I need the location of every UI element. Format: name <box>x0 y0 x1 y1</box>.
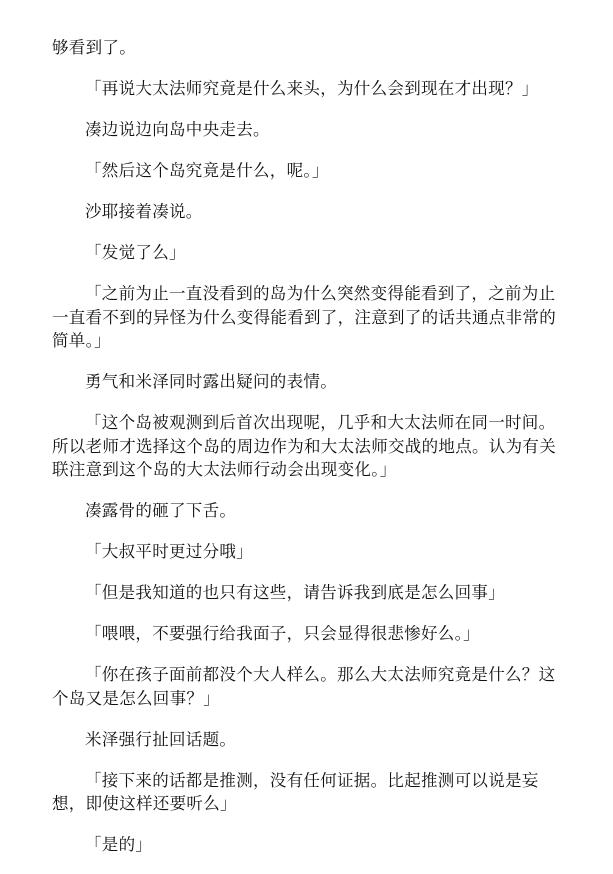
paragraph: 「这个岛被观测到后首次出现呢，几乎和大太法师在同一时间。所以老师才选择这个岛的周边作为和大太法师交战的地点。认为有关联注意到这个岛的大太法师行动会出现变化。」 <box>52 413 556 479</box>
paragraph: 米泽强行扯回话题。 <box>85 729 237 749</box>
paragraph: 「再说大太法师究竟是什么来头，为什么会到现在才出现？」 <box>85 79 539 98</box>
paragraph: 「是的」 <box>85 835 153 854</box>
paragraph: 「发觉了么」 <box>85 243 186 262</box>
paragraph: 够看到了。 <box>52 38 136 57</box>
paragraph: 「但是我知道的也只有这些，请告诉我到底是怎么回事」 <box>85 583 505 602</box>
paragraph: 凑边说边向岛中央走去。 <box>85 120 270 139</box>
paragraph: 「之前为止一直没看到的岛为什么突然变得能看到了，之前为止一直看不到的异怪为什么变得能看到了，注意到了的话共通点非常的简单。」 <box>52 284 556 350</box>
paragraph: 勇气和米泽同时露出疑问的表情。 <box>85 372 337 391</box>
paragraph: 「喂喂，不要强行给我面子，只会显得很悲惨好么。」 <box>85 624 480 643</box>
paragraph: 凑露骨的砸了下舌。 <box>85 501 237 520</box>
paragraph: 「大叔平时更过分哦」 <box>85 542 253 561</box>
paragraph: 「接下来的话都是推测，没有任何证据。比起推测可以说是妄想，即使这样还要听么」 <box>52 770 539 813</box>
paragraph: 「你在孩子面前都没个大人样么。那么大太法师究竟是什么？这个岛又是怎么回事？」 <box>52 665 556 708</box>
document-page <box>52 36 564 874</box>
paragraph: 沙耶接着凑说。 <box>85 202 203 221</box>
paragraph: 「然后这个岛究竟是什么，呢。」 <box>85 161 329 180</box>
